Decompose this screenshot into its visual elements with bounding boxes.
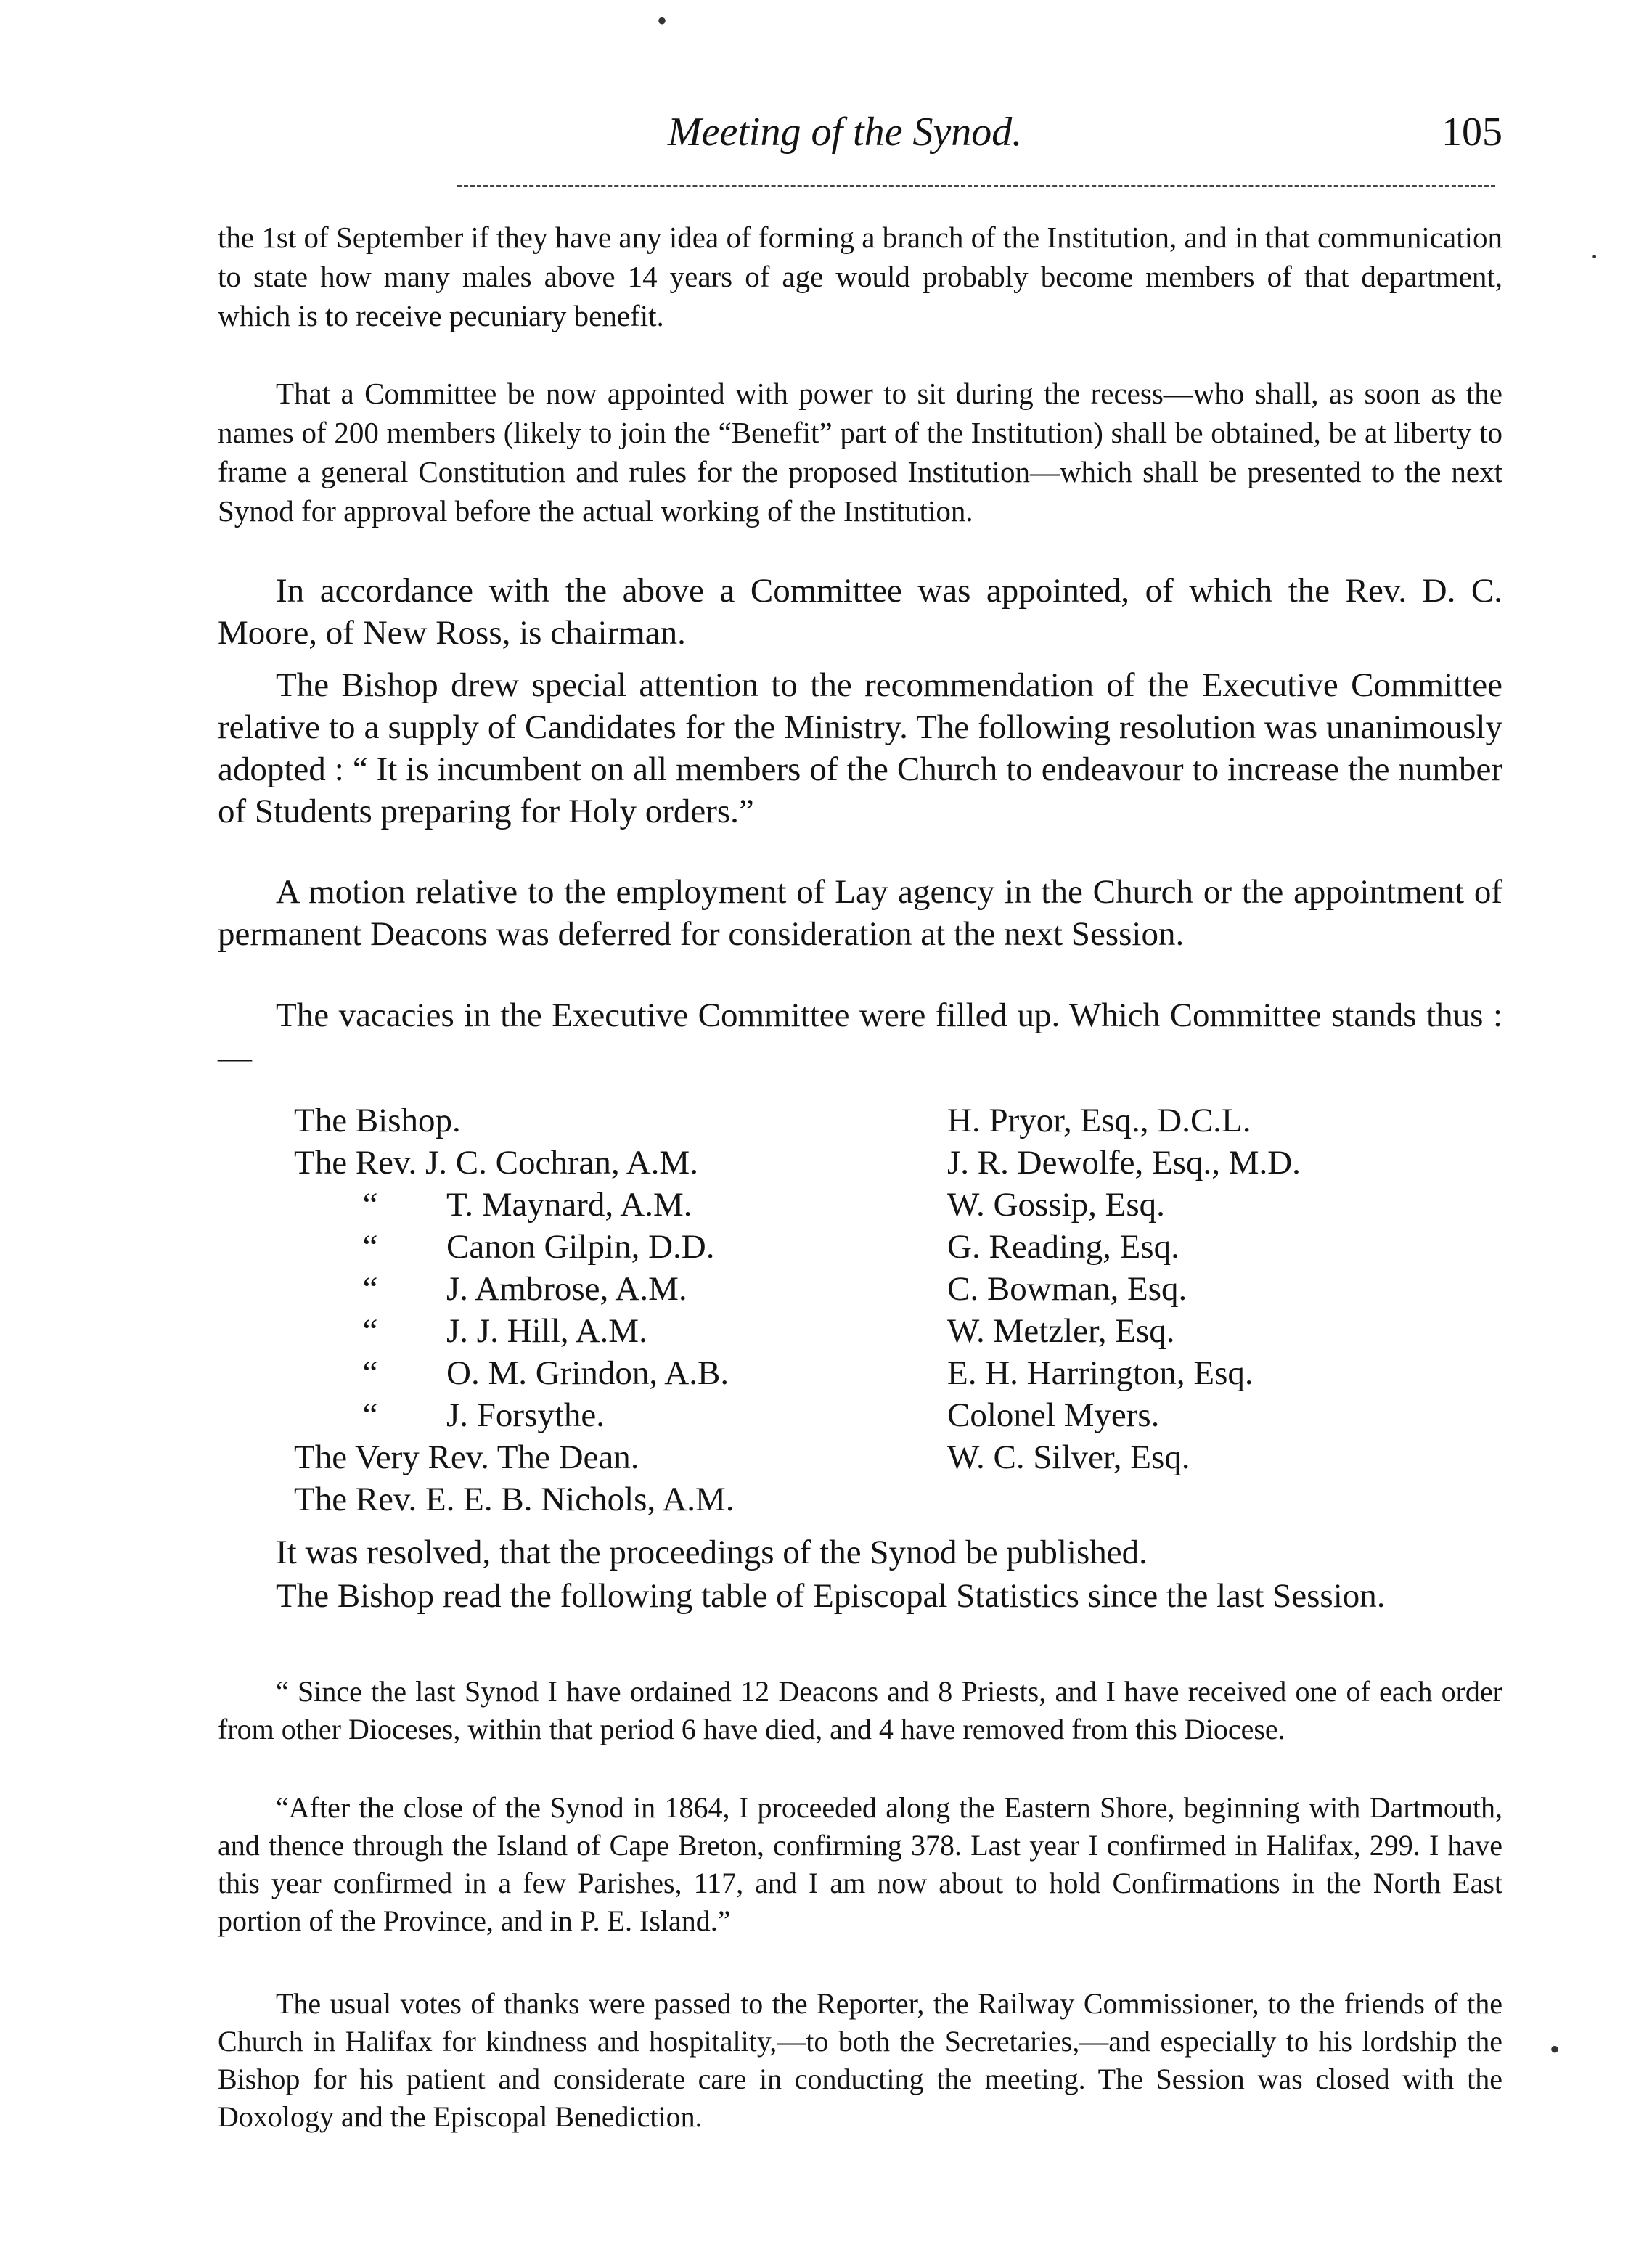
- committee-member: [294, 1142, 947, 1184]
- ditto-mark: “: [362, 1186, 378, 1224]
- paragraph-benefit-members: the 1st of September if they have any idea of forming a branch of the Institution, and in that communication to state how many males above 14 years of age would probably become members of that department, which is to receive pecuniary benefit.: [218, 221, 1502, 332]
- ink-speck: •: [657, 4, 668, 37]
- header-rule: [457, 185, 1495, 187]
- member-name: The Bishop.: [294, 1102, 461, 1139]
- committee-member: [294, 1352, 947, 1394]
- page-number: 105: [1442, 110, 1502, 155]
- committee-member: Colonel Myers.: [947, 1396, 1160, 1434]
- ink-speck: ·: [1590, 240, 1600, 273]
- committee-member: [294, 1478, 947, 1520]
- committee-list-laity: [947, 1100, 1499, 1478]
- committee-list-clergy: [294, 1100, 947, 1520]
- committee-member: [294, 1100, 947, 1142]
- committee-member: H. Pryor, Esq., D.C.L.: [947, 1102, 1251, 1139]
- committee-member: [294, 1436, 947, 1478]
- paragraph-lay-agency-motion: A motion relative to the employment of Lay agency in the Church or the appointment of permanent Deacons was deferred for consideration at the next Session.: [218, 873, 1502, 953]
- ditto-mark: “: [362, 1228, 378, 1266]
- committee-member: W. C. Silver, Esq.: [947, 1438, 1190, 1476]
- member-name: J. J. Hill, A.M.: [446, 1312, 647, 1350]
- committee-member: [294, 1268, 947, 1310]
- committee-member: [294, 1184, 947, 1226]
- paragraph-episcopal-statistics: The Bishop read the following table of Episcopal Statistics since the last Session.: [276, 1577, 1386, 1615]
- running-title: Meeting of the Synod.: [668, 110, 1023, 155]
- committee-member: G. Reading, Esq.: [947, 1228, 1179, 1266]
- paragraph-committee-vacancies: The vacacies in the Executive Committee were filled up. Which Committee stands thus :—: [218, 996, 1502, 1076]
- ditto-mark: “: [362, 1312, 378, 1350]
- ink-speck: •: [1550, 2033, 1561, 2066]
- member-name: The Rev. J. C. Cochran, A.M.: [294, 1144, 698, 1182]
- paragraph-moore-chairman: In accordance with the above a Committee was appointed, of which the Rev. D. C. Moore, of New Ross, is chairman.: [218, 572, 1502, 652]
- committee-member: [294, 1226, 947, 1268]
- ditto-mark: “: [362, 1270, 378, 1308]
- member-name: The Rev. E. E. B. Nichols, A.M.: [294, 1481, 735, 1518]
- paragraph-ministry-candidates: The Bishop drew special attention to the recommendation of the Executive Committee relative to a supply of Candidates for the Ministry. The following resolution was unanimously adopted : “ It is incumbent on all members of the Church to endeavour to increase the number of Students preparing for Holy orders.”: [218, 666, 1502, 830]
- committee-member: J. R. Dewolfe, Esq., M.D.: [947, 1144, 1301, 1182]
- quote-confirmations: “After the close of the Synod in 1864, I proceeded along the Eastern Shore, beginning with Dartmouth, and thence through the Island of Cape Breton, confirming 378. Last year I confirmed in Halifax, 299. I have this year confirmed in a few Parishes, 117, and I am now about to hold Confirmations in the North East portion of the Province, and in P. E. Island.”: [218, 1791, 1502, 1937]
- committee-member: [294, 1394, 947, 1436]
- quote-ordinations: “ Since the last Synod I have ordained 12 Deacons and 8 Priests, and I have received one of each order from other Dioceses, within that period 6 have died, and 4 have removed from this Diocese.: [218, 1675, 1502, 1745]
- running-head: [218, 109, 1502, 167]
- member-name: T. Maynard, A.M.: [446, 1186, 692, 1224]
- member-name: Canon Gilpin, D.D.: [446, 1228, 715, 1266]
- committee-member: E. H. Harrington, Esq.: [947, 1354, 1254, 1392]
- committee-member: C. Bowman, Esq.: [947, 1270, 1187, 1308]
- committee-member: [294, 1310, 947, 1352]
- ditto-mark: “: [362, 1396, 378, 1434]
- member-name: J. Ambrose, A.M.: [446, 1270, 687, 1308]
- member-name: O. M. Grindon, A.B.: [446, 1354, 729, 1392]
- committee-member: W. Metzler, Esq.: [947, 1312, 1175, 1350]
- member-name: The Very Rev. The Dean.: [294, 1438, 639, 1476]
- member-name: J. Forsythe.: [446, 1396, 605, 1434]
- committee-member: W. Gossip, Esq.: [947, 1186, 1165, 1224]
- paragraph-proceedings-published: It was resolved, that the proceedings of the Synod be published.: [276, 1534, 1148, 1571]
- paragraph-committee-appointment: That a Committee be now appointed with power to sit during the recess—who shall, as soon as the names of 200 members (likely to join the “Benefit” part of the Institution) shall be obtained, be at liberty to frame a general Constitution and rules for the proposed Institution—which shall be presented to the next Synod for approval before the actual working of the Institution.: [218, 377, 1502, 528]
- paragraph-votes-of-thanks: The usual votes of thanks were passed to the Reporter, the Railway Commissioner, to the friends of the Church in Halifax for kindness and hospitality,—to both the Secretaries,—and especially to his lordship the Bishop for his patient and considerate care in conducting the meeting. The Session was closed with the Doxology and the Episcopal Benediction.: [218, 1987, 1502, 2133]
- ditto-mark: “: [362, 1354, 378, 1392]
